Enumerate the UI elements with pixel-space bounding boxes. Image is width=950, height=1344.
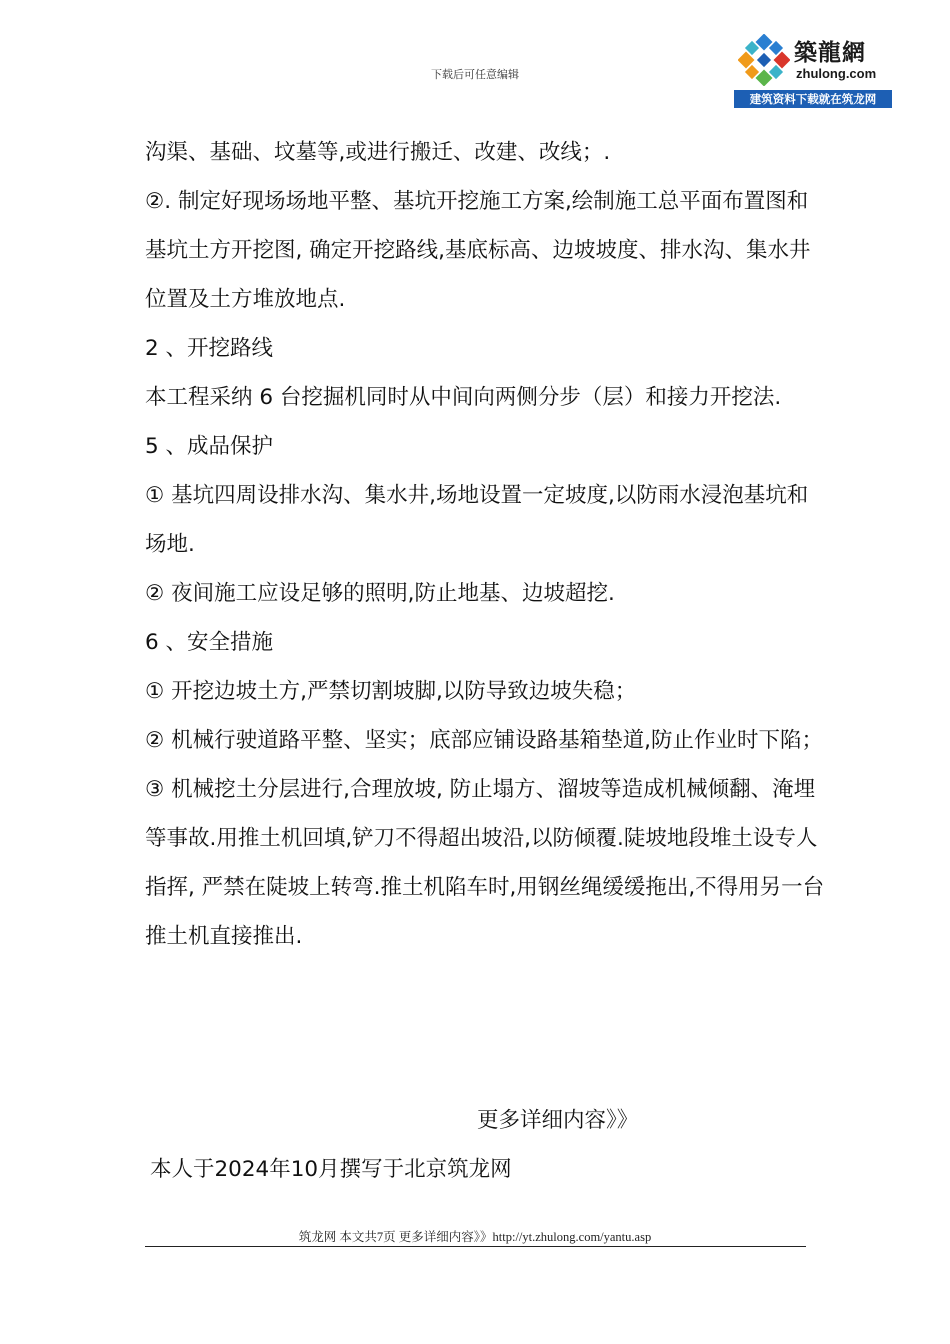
author-note: 本人于2024年10月撰写于北京筑龙网 <box>150 1157 512 1182</box>
zhulong-logo-mark-icon <box>738 34 790 86</box>
logo-name: 築龍網 <box>794 39 866 66</box>
section-heading-route: 2 、开挖路线 <box>145 336 274 361</box>
zhulong-logo[interactable] <box>734 30 892 108</box>
header-note: 下载后可任意编辑 <box>431 68 519 81</box>
paragraph-protection-1: ① 基坑四周设排水沟、集水井,场地设置一定坡度,以防雨水浸泡基坑和场地. <box>145 483 809 557</box>
logo-banner: 建筑资料下载就在筑龙网 <box>734 90 892 108</box>
paragraph-protection-2: ② 夜间施工应设足够的照明,防止地基、边坡超挖. <box>145 581 615 606</box>
footer-divider <box>145 1246 806 1247</box>
logo-domain: zhulong.com <box>796 66 877 81</box>
footer-text[interactable]: 筑龙网 本文共7页 更多详细内容》》http://yt.zhulong.com/yantu.asp <box>298 1230 652 1244</box>
more-details-link[interactable]: 更多详细内容》》 <box>477 1108 639 1133</box>
document-body <box>145 128 825 961</box>
section-heading-safety: 6 、安全措施 <box>145 630 274 655</box>
paragraph-1: 沟渠、基础、坟墓等,或进行搬迁、改建、改线；. <box>145 140 611 165</box>
paragraph-safety-2: ② 机械行驶道路平整、坚实；底部应铺设路基箱垫道,防止作业时下陷； <box>145 728 823 753</box>
paragraph-safety-3: ③ 机械挖土分层进行,合理放坡, 防止塌方、溜坡等造成机械倾翻、淹埋等事故.用推土机回填,铲刀不得超出坡沿,以防倾覆.陡坡地段堆土设专人指挥, 严禁在陡坡上转弯.推土机陷车时,用钢丝绳缓缓拖出,不得用另一台推土机直接推出. <box>145 777 825 949</box>
section-heading-protection: 5 、成品保护 <box>145 434 274 459</box>
paragraph-2: ②. 制定好现场场地平整、基坑开挖施工方案,绘制施工总平面布置图和基坑土方开挖图, 确定开挖路线,基底标高、边坡坡度、排水沟、集水井位置及土方堆放地点. <box>145 189 811 312</box>
paragraph-route: 本工程采纳 6 台挖掘机同时从中间向两侧分步（层）和接力开挖法. <box>145 385 782 410</box>
paragraph-safety-1: ① 开挖边坡土方,严禁切割坡脚,以防导致边坡失稳； <box>145 679 637 704</box>
